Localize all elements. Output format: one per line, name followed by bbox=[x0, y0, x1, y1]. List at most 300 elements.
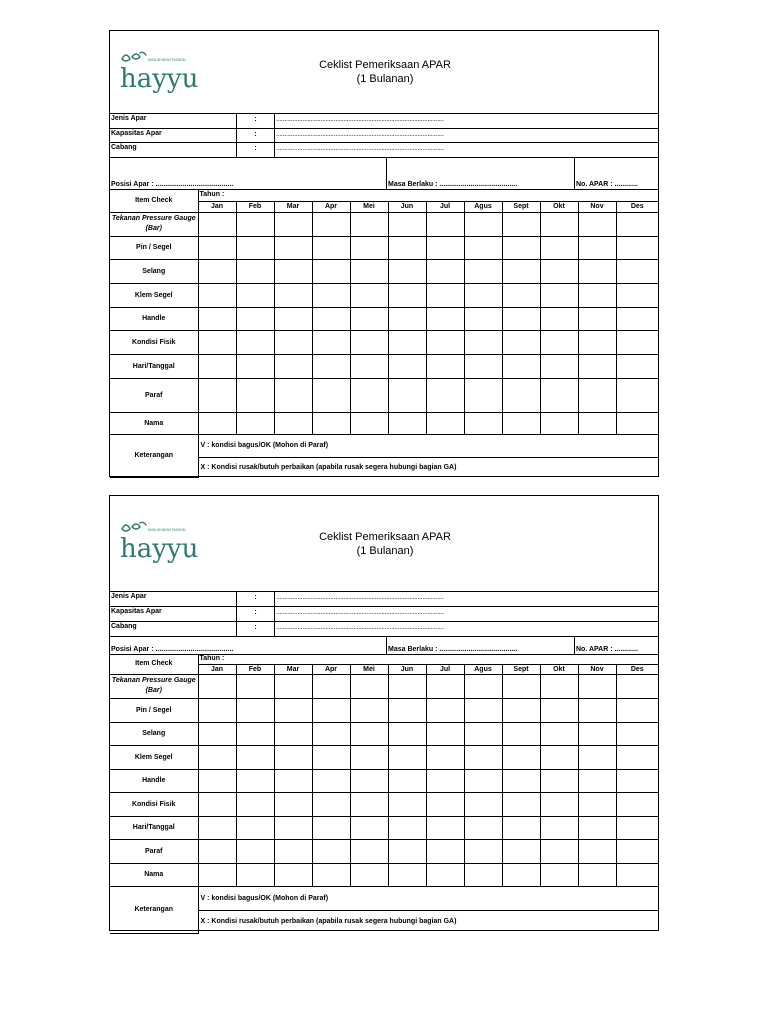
check-cell[interactable] bbox=[388, 839, 426, 863]
table-row bbox=[110, 283, 658, 307]
check-cell[interactable] bbox=[502, 839, 540, 863]
check-cell[interactable] bbox=[274, 698, 312, 722]
check-cell[interactable] bbox=[274, 212, 312, 236]
month-header: Jun bbox=[388, 201, 426, 212]
item-label: Klem Segel bbox=[110, 283, 198, 307]
check-cell[interactable] bbox=[578, 307, 616, 330]
check-cell[interactable] bbox=[274, 283, 312, 307]
check-cell[interactable] bbox=[312, 745, 350, 769]
check-cell[interactable] bbox=[502, 354, 540, 378]
check-cell[interactable] bbox=[236, 792, 274, 816]
check-cell[interactable] bbox=[616, 698, 658, 722]
check-cell[interactable] bbox=[274, 816, 312, 839]
title-line-1: Ceklist Pemeriksaan APAR bbox=[319, 59, 451, 71]
check-cell[interactable] bbox=[502, 307, 540, 330]
check-cell[interactable] bbox=[616, 212, 658, 236]
check-cell[interactable] bbox=[616, 236, 658, 259]
check-cell[interactable] bbox=[274, 792, 312, 816]
check-cell[interactable] bbox=[388, 722, 426, 745]
masa-berlaku-field[interactable]: Masa Berlaku : ........................................ bbox=[387, 158, 575, 189]
check-cell[interactable] bbox=[274, 674, 312, 698]
check-cell[interactable] bbox=[502, 769, 540, 792]
month-header: Des bbox=[616, 201, 658, 212]
check-cell[interactable] bbox=[464, 722, 502, 745]
check-cell[interactable] bbox=[502, 330, 540, 354]
check-cell[interactable] bbox=[540, 816, 578, 839]
check-cell[interactable] bbox=[312, 816, 350, 839]
month-header: Okt bbox=[540, 664, 578, 674]
check-cell[interactable] bbox=[274, 307, 312, 330]
check-cell[interactable] bbox=[616, 863, 658, 886]
month-header: Jan bbox=[198, 201, 236, 212]
check-cell[interactable] bbox=[578, 839, 616, 863]
check-cell[interactable] bbox=[274, 745, 312, 769]
check-cell[interactable] bbox=[350, 283, 388, 307]
check-cell[interactable] bbox=[236, 212, 274, 236]
check-cell[interactable] bbox=[578, 722, 616, 745]
month-header: Mei bbox=[350, 201, 388, 212]
month-header: Mei bbox=[350, 664, 388, 674]
check-cell[interactable] bbox=[464, 698, 502, 722]
legend-v: V : kondisi bagus/OK (Mohon di Paraf) bbox=[198, 434, 658, 457]
check-cell[interactable] bbox=[616, 792, 658, 816]
colon: : bbox=[237, 621, 275, 636]
check-cell[interactable] bbox=[312, 839, 350, 863]
check-cell[interactable] bbox=[274, 378, 312, 412]
month-header: Okt bbox=[540, 201, 578, 212]
item-label: Klem Segel bbox=[110, 745, 198, 769]
check-cell[interactable] bbox=[198, 698, 236, 722]
jenis-apar-label: Jenis Apar bbox=[110, 591, 237, 606]
check-cell[interactable] bbox=[616, 307, 658, 330]
kapasitas-apar-row bbox=[110, 128, 658, 143]
check-cell[interactable] bbox=[426, 839, 464, 863]
check-cell[interactable] bbox=[198, 307, 236, 330]
table-row bbox=[110, 259, 658, 283]
check-cell[interactable] bbox=[312, 354, 350, 378]
item-check-header: Item Check bbox=[110, 654, 198, 674]
check-cell[interactable] bbox=[464, 816, 502, 839]
check-cell[interactable] bbox=[388, 792, 426, 816]
item-label: Kondisi Fisik bbox=[110, 330, 198, 354]
check-cell[interactable] bbox=[578, 330, 616, 354]
keterangan-label: Keterangan bbox=[110, 886, 198, 933]
check-cell[interactable] bbox=[464, 769, 502, 792]
check-cell[interactable] bbox=[388, 816, 426, 839]
check-cell[interactable] bbox=[426, 412, 464, 434]
check-cell[interactable] bbox=[274, 259, 312, 283]
check-cell[interactable] bbox=[350, 330, 388, 354]
check-cell[interactable] bbox=[464, 792, 502, 816]
check-cell[interactable] bbox=[388, 236, 426, 259]
check-cell[interactable] bbox=[502, 674, 540, 698]
check-cell[interactable] bbox=[578, 236, 616, 259]
check-cell[interactable] bbox=[540, 792, 578, 816]
item-label: Pin / Segel bbox=[110, 236, 198, 259]
month-header: Sept bbox=[502, 201, 540, 212]
check-cell[interactable] bbox=[312, 236, 350, 259]
check-cell[interactable] bbox=[350, 212, 388, 236]
check-cell[interactable] bbox=[464, 354, 502, 378]
month-header: Nov bbox=[578, 664, 616, 674]
month-header: Jul bbox=[426, 664, 464, 674]
check-cell[interactable] bbox=[274, 722, 312, 745]
table-row bbox=[110, 816, 658, 839]
check-cell[interactable] bbox=[540, 307, 578, 330]
check-cell[interactable] bbox=[616, 378, 658, 412]
check-cell[interactable] bbox=[236, 259, 274, 283]
jenis-apar-field[interactable]: ...................................................................................................... bbox=[276, 116, 444, 123]
check-cell[interactable] bbox=[388, 259, 426, 283]
check-cell[interactable] bbox=[198, 354, 236, 378]
check-cell[interactable] bbox=[540, 674, 578, 698]
position-row bbox=[110, 636, 658, 655]
kapasitas-apar-label: Kapasitas Apar bbox=[110, 128, 237, 142]
check-cell[interactable] bbox=[540, 378, 578, 412]
check-cell[interactable] bbox=[198, 839, 236, 863]
check-cell[interactable] bbox=[350, 769, 388, 792]
check-cell[interactable] bbox=[274, 412, 312, 434]
item-label: Tekanan Pressure Gauge (Bar) bbox=[110, 212, 198, 236]
check-cell[interactable] bbox=[616, 412, 658, 434]
table-row bbox=[110, 307, 658, 330]
jenis-apar-field[interactable]: ...................................................................................................... bbox=[276, 594, 444, 601]
check-cell[interactable] bbox=[426, 722, 464, 745]
check-cell[interactable] bbox=[426, 307, 464, 330]
check-cell[interactable] bbox=[198, 330, 236, 354]
check-cell[interactable] bbox=[198, 212, 236, 236]
check-cell[interactable] bbox=[388, 674, 426, 698]
check-cell[interactable] bbox=[274, 354, 312, 378]
check-cell[interactable] bbox=[388, 212, 426, 236]
month-header: Jan bbox=[198, 664, 236, 674]
kapasitas-apar-field[interactable]: ...................................................................................................... bbox=[276, 609, 444, 616]
check-cell[interactable] bbox=[274, 839, 312, 863]
check-cell[interactable] bbox=[578, 863, 616, 886]
check-cell[interactable] bbox=[426, 283, 464, 307]
check-cell[interactable] bbox=[464, 283, 502, 307]
table-row bbox=[110, 863, 658, 886]
check-cell[interactable] bbox=[312, 769, 350, 792]
no-apar-field[interactable]: No. APAR : ............ bbox=[576, 646, 638, 653]
colon: : bbox=[237, 128, 275, 142]
check-cell[interactable] bbox=[350, 307, 388, 330]
masa-berlaku-field[interactable]: Masa Berlaku : ........................................ bbox=[387, 636, 575, 654]
check-cell[interactable] bbox=[578, 259, 616, 283]
check-cell[interactable] bbox=[502, 863, 540, 886]
apar-checklist-form bbox=[109, 30, 659, 477]
check-cell[interactable] bbox=[426, 378, 464, 412]
check-cell[interactable] bbox=[198, 722, 236, 745]
hayyu-logo bbox=[118, 49, 208, 99]
check-cell[interactable] bbox=[502, 722, 540, 745]
check-cell[interactable] bbox=[426, 863, 464, 886]
check-cell[interactable] bbox=[312, 863, 350, 886]
check-cell[interactable] bbox=[616, 816, 658, 839]
check-cell[interactable] bbox=[464, 259, 502, 283]
check-cell[interactable] bbox=[578, 412, 616, 434]
svg-text:hayyu: hayyu bbox=[120, 534, 199, 564]
posisi-apar-field[interactable]: Posisi Apar : ........................................ bbox=[110, 158, 387, 189]
check-cell[interactable] bbox=[578, 792, 616, 816]
position-row bbox=[110, 158, 658, 190]
legend-x: X : Kondisi rusak/butuh perbaikan (apabila rusak segera hubungi bagian GA) bbox=[198, 457, 658, 477]
item-label: Paraf bbox=[110, 378, 198, 412]
check-cell[interactable] bbox=[236, 378, 274, 412]
check-cell[interactable] bbox=[312, 412, 350, 434]
check-cell[interactable] bbox=[388, 745, 426, 769]
check-cell[interactable] bbox=[350, 816, 388, 839]
check-cell[interactable] bbox=[426, 816, 464, 839]
check-cell[interactable] bbox=[274, 863, 312, 886]
check-cell[interactable] bbox=[578, 816, 616, 839]
check-cell[interactable] bbox=[578, 378, 616, 412]
hayyu-logo bbox=[118, 519, 208, 569]
check-cell[interactable] bbox=[312, 259, 350, 283]
check-cell[interactable] bbox=[616, 722, 658, 745]
inspection-table bbox=[110, 654, 658, 934]
check-cell[interactable] bbox=[464, 839, 502, 863]
tahun-field[interactable]: Tahun : bbox=[198, 654, 658, 664]
check-cell[interactable] bbox=[616, 839, 658, 863]
check-cell[interactable] bbox=[198, 674, 236, 698]
month-header: Agus bbox=[464, 201, 502, 212]
check-cell[interactable] bbox=[388, 283, 426, 307]
check-cell[interactable] bbox=[464, 745, 502, 769]
check-cell[interactable] bbox=[274, 330, 312, 354]
check-cell[interactable] bbox=[426, 698, 464, 722]
check-cell[interactable] bbox=[350, 745, 388, 769]
colon: : bbox=[237, 113, 275, 128]
check-cell[interactable] bbox=[540, 330, 578, 354]
cabang-field[interactable]: ...................................................................................................... bbox=[276, 624, 444, 631]
check-cell[interactable] bbox=[236, 722, 274, 745]
check-cell[interactable] bbox=[350, 674, 388, 698]
check-cell[interactable] bbox=[464, 674, 502, 698]
item-label: Hari/Tanggal bbox=[110, 816, 198, 839]
check-cell[interactable] bbox=[312, 792, 350, 816]
check-cell[interactable] bbox=[236, 412, 274, 434]
check-cell[interactable] bbox=[464, 412, 502, 434]
check-cell[interactable] bbox=[388, 698, 426, 722]
check-cell[interactable] bbox=[616, 745, 658, 769]
form-header bbox=[110, 496, 658, 592]
check-cell[interactable] bbox=[350, 792, 388, 816]
check-cell[interactable] bbox=[540, 259, 578, 283]
svg-text:hayyu: hayyu bbox=[120, 64, 199, 94]
check-cell[interactable] bbox=[236, 307, 274, 330]
check-cell[interactable] bbox=[312, 378, 350, 412]
check-cell[interactable] bbox=[540, 722, 578, 745]
table-row bbox=[110, 330, 658, 354]
check-cell[interactable] bbox=[464, 863, 502, 886]
check-cell[interactable] bbox=[464, 236, 502, 259]
item-label: Selang bbox=[110, 259, 198, 283]
kapasitas-apar-field[interactable]: ...................................................................................................... bbox=[276, 131, 444, 138]
check-cell[interactable] bbox=[540, 212, 578, 236]
check-cell[interactable] bbox=[350, 354, 388, 378]
check-cell[interactable] bbox=[198, 816, 236, 839]
check-cell[interactable] bbox=[388, 330, 426, 354]
check-cell[interactable] bbox=[616, 330, 658, 354]
check-cell[interactable] bbox=[426, 212, 464, 236]
cabang-label: Cabang bbox=[110, 621, 237, 636]
month-header: Nov bbox=[578, 201, 616, 212]
keterangan-label: Keterangan bbox=[110, 434, 198, 477]
check-cell[interactable] bbox=[426, 236, 464, 259]
check-cell[interactable] bbox=[540, 745, 578, 769]
check-cell[interactable] bbox=[578, 745, 616, 769]
check-cell[interactable] bbox=[502, 698, 540, 722]
check-cell[interactable] bbox=[388, 863, 426, 886]
check-cell[interactable] bbox=[312, 283, 350, 307]
table-row bbox=[110, 378, 658, 412]
item-label: Hari/Tanggal bbox=[110, 354, 198, 378]
check-cell[interactable] bbox=[502, 745, 540, 769]
check-cell[interactable] bbox=[578, 674, 616, 698]
check-cell[interactable] bbox=[616, 674, 658, 698]
check-cell[interactable] bbox=[426, 792, 464, 816]
check-cell[interactable] bbox=[198, 792, 236, 816]
posisi-apar-field[interactable]: Posisi Apar : ........................................ bbox=[110, 636, 387, 654]
check-cell[interactable] bbox=[540, 863, 578, 886]
check-cell[interactable] bbox=[236, 354, 274, 378]
check-cell[interactable] bbox=[464, 378, 502, 412]
check-cell[interactable] bbox=[426, 354, 464, 378]
check-cell[interactable] bbox=[540, 354, 578, 378]
check-cell[interactable] bbox=[236, 745, 274, 769]
check-cell[interactable] bbox=[350, 839, 388, 863]
month-header: Sept bbox=[502, 664, 540, 674]
table-row bbox=[110, 412, 658, 434]
check-cell[interactable] bbox=[198, 412, 236, 434]
check-cell[interactable] bbox=[198, 745, 236, 769]
check-cell[interactable] bbox=[388, 769, 426, 792]
check-cell[interactable] bbox=[198, 769, 236, 792]
check-cell[interactable] bbox=[236, 674, 274, 698]
check-cell[interactable] bbox=[236, 769, 274, 792]
table-row bbox=[110, 354, 658, 378]
check-cell[interactable] bbox=[502, 236, 540, 259]
check-cell[interactable] bbox=[236, 330, 274, 354]
check-cell[interactable] bbox=[198, 378, 236, 412]
check-cell[interactable] bbox=[540, 283, 578, 307]
cabang-row bbox=[110, 142, 658, 158]
check-cell[interactable] bbox=[236, 236, 274, 259]
item-label: Handle bbox=[110, 307, 198, 330]
svg-text:MUSLIM WEAR FASHION: MUSLIM WEAR FASHION bbox=[148, 528, 186, 532]
check-cell[interactable] bbox=[502, 283, 540, 307]
legend-x: X : Kondisi rusak/butuh perbaikan (apabila rusak segera hubungi bagian GA) bbox=[198, 910, 658, 933]
month-header: Apr bbox=[312, 664, 350, 674]
check-cell[interactable] bbox=[236, 863, 274, 886]
check-cell[interactable] bbox=[578, 283, 616, 307]
check-cell[interactable] bbox=[502, 378, 540, 412]
check-cell[interactable] bbox=[540, 236, 578, 259]
check-cell[interactable] bbox=[426, 259, 464, 283]
check-cell[interactable] bbox=[350, 412, 388, 434]
check-cell[interactable] bbox=[578, 212, 616, 236]
legend-v: V : kondisi bagus/OK (Mohon di Paraf) bbox=[198, 886, 658, 910]
check-cell[interactable] bbox=[198, 283, 236, 307]
table-row bbox=[110, 839, 658, 863]
item-label: Pin / Segel bbox=[110, 698, 198, 722]
check-cell[interactable] bbox=[464, 330, 502, 354]
check-cell[interactable] bbox=[388, 412, 426, 434]
check-cell[interactable] bbox=[426, 674, 464, 698]
form-title bbox=[260, 58, 510, 86]
check-cell[interactable] bbox=[464, 307, 502, 330]
check-cell[interactable] bbox=[274, 236, 312, 259]
check-cell[interactable] bbox=[388, 307, 426, 330]
cabang-row bbox=[110, 621, 658, 637]
check-cell[interactable] bbox=[350, 378, 388, 412]
check-cell[interactable] bbox=[388, 378, 426, 412]
check-cell[interactable] bbox=[502, 412, 540, 434]
check-cell[interactable] bbox=[350, 236, 388, 259]
check-cell[interactable] bbox=[198, 259, 236, 283]
check-cell[interactable] bbox=[236, 839, 274, 863]
check-cell[interactable] bbox=[540, 839, 578, 863]
apar-checklist-form bbox=[109, 495, 659, 931]
check-cell[interactable] bbox=[540, 698, 578, 722]
check-cell[interactable] bbox=[388, 354, 426, 378]
check-cell[interactable] bbox=[350, 698, 388, 722]
check-cell[interactable] bbox=[236, 283, 274, 307]
check-cell[interactable] bbox=[502, 212, 540, 236]
item-label: Kondisi Fisik bbox=[110, 792, 198, 816]
check-cell[interactable] bbox=[578, 698, 616, 722]
check-cell[interactable] bbox=[502, 259, 540, 283]
check-cell[interactable] bbox=[502, 792, 540, 816]
check-cell[interactable] bbox=[616, 259, 658, 283]
check-cell[interactable] bbox=[350, 259, 388, 283]
check-cell[interactable] bbox=[312, 212, 350, 236]
check-cell[interactable] bbox=[312, 330, 350, 354]
check-cell[interactable] bbox=[274, 769, 312, 792]
check-cell[interactable] bbox=[236, 698, 274, 722]
check-cell[interactable] bbox=[198, 863, 236, 886]
check-cell[interactable] bbox=[312, 698, 350, 722]
check-cell[interactable] bbox=[540, 412, 578, 434]
check-cell[interactable] bbox=[350, 722, 388, 745]
check-cell[interactable] bbox=[616, 769, 658, 792]
tahun-field[interactable]: Tahun : bbox=[198, 189, 658, 201]
check-cell[interactable] bbox=[312, 307, 350, 330]
kapasitas-apar-label: Kapasitas Apar bbox=[110, 606, 237, 621]
check-cell[interactable] bbox=[502, 816, 540, 839]
no-apar-field[interactable]: No. APAR : ............ bbox=[576, 181, 638, 188]
check-cell[interactable] bbox=[236, 816, 274, 839]
check-cell[interactable] bbox=[578, 354, 616, 378]
check-cell[interactable] bbox=[350, 863, 388, 886]
month-header: Agus bbox=[464, 664, 502, 674]
check-cell[interactable] bbox=[198, 236, 236, 259]
check-cell[interactable] bbox=[312, 722, 350, 745]
check-cell[interactable] bbox=[616, 283, 658, 307]
check-cell[interactable] bbox=[426, 330, 464, 354]
cabang-field[interactable]: ...................................................................................................... bbox=[276, 145, 444, 152]
check-cell[interactable] bbox=[426, 769, 464, 792]
jenis-apar-row bbox=[110, 591, 658, 607]
check-cell[interactable] bbox=[426, 745, 464, 769]
check-cell[interactable] bbox=[464, 212, 502, 236]
check-cell[interactable] bbox=[578, 769, 616, 792]
check-cell[interactable] bbox=[540, 769, 578, 792]
check-cell[interactable] bbox=[616, 354, 658, 378]
check-cell[interactable] bbox=[312, 674, 350, 698]
table-row bbox=[110, 674, 658, 698]
